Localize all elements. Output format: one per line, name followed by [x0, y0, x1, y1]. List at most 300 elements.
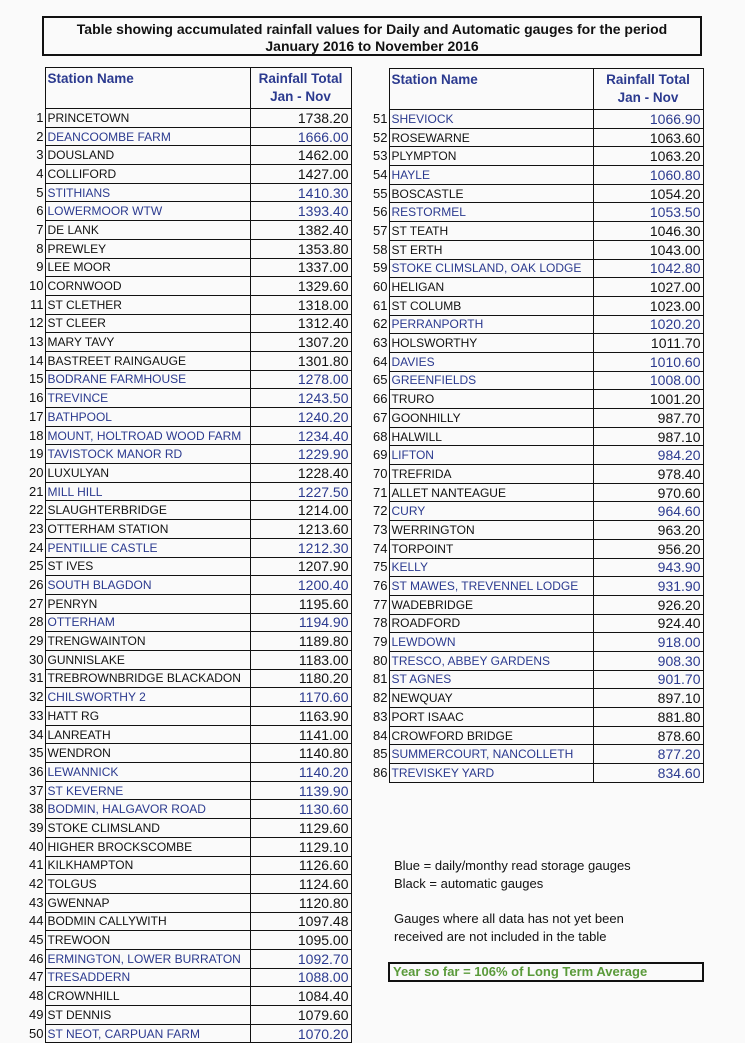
station-name: STITHIANS	[45, 183, 250, 202]
rainfall-value: 1194.90	[250, 613, 351, 632]
rainfall-value: 1227.50	[250, 482, 351, 501]
table-row	[364, 577, 703, 596]
table-row	[364, 483, 703, 502]
station-name: ERMINGTON, LOWER BURRATON	[45, 949, 250, 968]
row-number: 54	[373, 166, 388, 182]
rainfall-value: 1042.80	[593, 259, 703, 278]
row-number: 63	[373, 335, 388, 351]
station-name: ST COLUMB	[389, 296, 593, 315]
station-name: TREFRIDA	[389, 465, 593, 484]
row-number: 13	[29, 334, 44, 350]
station-name: HAYLE	[389, 166, 593, 185]
table-row	[18, 127, 351, 146]
row-number: 48	[29, 988, 44, 1004]
rainfall-value: 1229.90	[250, 445, 351, 464]
header-station-name: Station Name	[45, 68, 250, 109]
table-row	[18, 370, 351, 389]
station-name: ST NEOT, CARPUAN FARM	[45, 1024, 250, 1043]
station-name: LEE MOOR	[45, 258, 250, 277]
table-row	[18, 165, 351, 184]
row-number: 61	[373, 297, 388, 313]
rainfall-value: 1011.70	[593, 334, 703, 353]
table-row	[18, 800, 351, 819]
table-row	[18, 931, 351, 950]
row-number: 59	[373, 260, 388, 276]
table-row	[364, 465, 703, 484]
table-row	[18, 333, 351, 352]
station-name: STOKE CLIMSLAND, OAK LODGE	[389, 259, 593, 278]
table-row	[364, 147, 703, 166]
row-number: 58	[373, 241, 388, 257]
station-name: WADEBRIDGE	[389, 595, 593, 614]
rainfall-table-right	[364, 68, 704, 783]
rainfall-value: 984.20	[593, 446, 703, 465]
station-name: CHILSWORTHY 2	[45, 688, 250, 707]
station-name: WENDRON	[45, 744, 250, 763]
table-row	[18, 912, 351, 931]
table-row	[364, 352, 703, 371]
rainfall-value: 1053.50	[593, 203, 703, 222]
row-number: 70	[373, 465, 388, 481]
row-number: 36	[29, 763, 44, 779]
rainfall-value: 1120.80	[250, 893, 351, 912]
table-row	[18, 688, 351, 707]
rainfall-value: 1095.00	[250, 931, 351, 950]
rainfall-value: 1278.00	[250, 370, 351, 389]
table-row	[18, 239, 351, 258]
rainfall-value: 918.00	[593, 633, 703, 652]
station-name: BODMIN CALLYWITH	[45, 912, 250, 931]
table-row	[364, 614, 703, 633]
row-number: 68	[373, 428, 388, 444]
table-row	[18, 408, 351, 427]
rainfall-value: 931.90	[593, 577, 703, 596]
station-name: TRESADDERN	[45, 968, 250, 987]
station-name: HALWILL	[389, 427, 593, 446]
rainfall-value: 1046.30	[593, 222, 703, 241]
station-name: BOSCASTLE	[389, 184, 593, 203]
table-row	[18, 819, 351, 838]
rainfall-value: 1214.00	[250, 501, 351, 520]
row-number: 31	[29, 670, 44, 686]
rainfall-value: 987.70	[593, 409, 703, 428]
row-number: 16	[29, 390, 44, 406]
rainfall-value: 1124.60	[250, 875, 351, 894]
rainfall-value: 1337.00	[250, 258, 351, 277]
station-name: SLAUGHTERBRIDGE	[45, 501, 250, 520]
table-row	[364, 502, 703, 521]
rainfall-value: 1001.20	[593, 390, 703, 409]
table-row	[18, 875, 351, 894]
row-number: 51	[373, 110, 388, 126]
table-row	[364, 203, 703, 222]
rainfall-value: 1141.00	[250, 725, 351, 744]
table-row	[18, 576, 351, 595]
table-row	[18, 744, 351, 763]
row-number: 30	[29, 651, 44, 667]
row-number: 42	[29, 876, 44, 892]
row-number: 39	[29, 819, 44, 835]
station-name: HIGHER BROCKSCOMBE	[45, 837, 250, 856]
row-number: 69	[373, 447, 388, 463]
station-name: LEWANNICK	[45, 763, 250, 782]
row-number: 47	[29, 969, 44, 985]
legend-note-2: received are not included in the table	[394, 929, 607, 944]
station-name: OTTERHAM	[45, 613, 250, 632]
rainfall-value: 1060.80	[593, 166, 703, 185]
row-number: 56	[373, 204, 388, 220]
station-name: DE LANK	[45, 221, 250, 240]
station-name: RESTORMEL	[389, 203, 593, 222]
title-line-2: January 2016 to November 2016	[265, 38, 479, 54]
row-number: 52	[373, 129, 388, 145]
station-name: MOUNT, HOLTROAD WOOD FARM	[45, 426, 250, 445]
station-name: HOLSWORTHY	[389, 334, 593, 353]
table-row	[18, 183, 351, 202]
station-name: SHEVIOCK	[389, 110, 593, 129]
rainfall-value: 1427.00	[250, 165, 351, 184]
station-name: DOUSLAND	[45, 146, 250, 165]
rainfall-value: 1240.20	[250, 408, 351, 427]
rainfall-value: 964.60	[593, 502, 703, 521]
table-row	[18, 258, 351, 277]
station-name: LANREATH	[45, 725, 250, 744]
row-number: 6	[36, 203, 44, 219]
rainfall-value: 978.40	[593, 465, 703, 484]
row-number: 24	[29, 539, 44, 555]
station-name: PORT ISAAC	[389, 708, 593, 727]
station-name: LOWERMOOR WTW	[45, 202, 250, 221]
station-name: ST TEATH	[389, 222, 593, 241]
rainfall-value: 1243.50	[250, 389, 351, 408]
table-row	[364, 128, 703, 147]
header-rainfall-total	[250, 68, 351, 109]
table-row	[18, 725, 351, 744]
station-name: TAVISTOCK MANOR RD	[45, 445, 250, 464]
row-number: 11	[30, 296, 44, 312]
station-name: GREENFIELDS	[389, 371, 593, 390]
station-name: ST CLETHER	[45, 295, 250, 314]
rainfall-value: 1070.20	[250, 1024, 351, 1043]
row-number: 60	[373, 279, 388, 295]
rainfall-value: 987.10	[593, 427, 703, 446]
rainfall-value: 1126.60	[250, 856, 351, 875]
rainfall-value: 1008.00	[593, 371, 703, 390]
rainfall-value: 1329.60	[250, 277, 351, 296]
header-index	[18, 68, 45, 109]
rainfall-value: 1010.60	[593, 352, 703, 371]
row-number: 37	[29, 782, 44, 798]
table-row	[18, 893, 351, 912]
rainfall-value: 1462.00	[250, 146, 351, 165]
station-name: PENTILLIE CASTLE	[45, 538, 250, 557]
row-number: 44	[29, 913, 44, 929]
rainfall-value: 908.30	[593, 651, 703, 670]
header-index	[364, 69, 389, 110]
table-row	[18, 557, 351, 576]
table-row	[18, 650, 351, 669]
rainfall-value: 897.10	[593, 689, 703, 708]
rainfall-value: 1212.30	[250, 538, 351, 557]
station-name: DAVIES	[389, 352, 593, 371]
rainfall-value: 1079.60	[250, 1006, 351, 1025]
table-row	[364, 334, 703, 353]
station-name: ST IVES	[45, 557, 250, 576]
station-name: CROWFORD BRIDGE	[389, 726, 593, 745]
table-row	[364, 708, 703, 727]
station-name: TREWOON	[45, 931, 250, 950]
title-line-1: Table showing accumulated rainfall values for Daily and Automatic gauges for the period	[76, 21, 668, 37]
table-row	[18, 426, 351, 445]
row-number: 22	[29, 502, 44, 518]
rainfall-value: 1738.20	[250, 109, 351, 128]
row-number: 8	[36, 240, 44, 256]
rainfall-table-left	[18, 67, 352, 1043]
station-name: ST MAWES, TREVENNEL LODGE	[389, 577, 593, 596]
row-number: 46	[29, 950, 44, 966]
rainfall-value: 1130.60	[250, 800, 351, 819]
table-row	[18, 707, 351, 726]
row-number: 77	[373, 596, 388, 612]
station-name: ST AGNES	[389, 670, 593, 689]
row-number: 66	[373, 391, 388, 407]
table-row	[364, 390, 703, 409]
station-name: HATT RG	[45, 707, 250, 726]
header-rainfall-total	[593, 69, 703, 110]
station-name: COLLIFORD	[45, 165, 250, 184]
row-number: 72	[373, 503, 388, 519]
row-number: 40	[29, 838, 44, 854]
rainfall-value: 970.60	[593, 483, 703, 502]
row-number: 25	[29, 558, 44, 574]
table-row	[364, 446, 703, 465]
row-number: 27	[29, 595, 44, 611]
row-number: 65	[373, 372, 388, 388]
table-row	[364, 296, 703, 315]
row-number: 23	[29, 520, 44, 536]
station-name: WERRINGTON	[389, 521, 593, 540]
row-number: 82	[373, 690, 388, 706]
table-row	[18, 594, 351, 613]
station-name: ST KEVERNE	[45, 781, 250, 800]
row-number: 74	[373, 540, 388, 556]
rainfall-value: 1307.20	[250, 333, 351, 352]
rainfall-value: 1063.60	[593, 128, 703, 147]
station-name: ROSEWARNE	[389, 128, 593, 147]
station-name: TREVISKEY YARD	[389, 764, 593, 783]
rainfall-value: 1410.30	[250, 183, 351, 202]
rainfall-value: 1183.00	[250, 650, 351, 669]
table-row	[364, 726, 703, 745]
station-name: BATHPOOL	[45, 408, 250, 427]
row-number: 28	[29, 614, 44, 630]
rainfall-value: 1195.60	[250, 594, 351, 613]
row-number: 83	[373, 708, 388, 724]
table-row	[18, 987, 351, 1006]
table-row	[364, 539, 703, 558]
row-number: 85	[373, 746, 388, 762]
row-number: 81	[373, 671, 388, 687]
table-row	[18, 949, 351, 968]
table-row	[18, 856, 351, 875]
row-number: 20	[29, 464, 44, 480]
header-rainfall-line2: Jan - Nov	[617, 90, 679, 105]
rainfall-value: 1318.00	[250, 295, 351, 314]
row-number: 10	[29, 278, 44, 294]
station-name: PERRANPORTH	[389, 315, 593, 334]
table-row	[18, 389, 351, 408]
year-so-far-box: Year so far = 106% of Long Term Average	[388, 962, 704, 982]
table-row	[18, 277, 351, 296]
table-row	[364, 409, 703, 428]
row-number: 29	[29, 633, 44, 649]
row-number: 19	[29, 446, 44, 462]
rainfall-value: 963.20	[593, 521, 703, 540]
rainfall-value: 881.80	[593, 708, 703, 727]
station-name: ST DENNIS	[45, 1006, 250, 1025]
rainfall-value: 1207.90	[250, 557, 351, 576]
legend-blue: Blue = daily/monthy read storage gauges	[394, 858, 631, 873]
row-number: 53	[373, 148, 388, 164]
station-name: OTTERHAM STATION	[45, 520, 250, 539]
rainfall-value: 1163.90	[250, 707, 351, 726]
station-name: CORNWOOD	[45, 277, 250, 296]
station-name: ALLET NANTEAGUE	[389, 483, 593, 502]
row-number: 50	[29, 1025, 44, 1041]
station-name: PRINCETOWN	[45, 109, 250, 128]
station-name: PLYMPTON	[389, 147, 593, 166]
rainfall-value: 1088.00	[250, 968, 351, 987]
rainfall-value: 1170.60	[250, 688, 351, 707]
left-table-body	[18, 109, 351, 1043]
table-row	[364, 259, 703, 278]
table-row	[18, 501, 351, 520]
rainfall-value: 1393.40	[250, 202, 351, 221]
table-row	[18, 613, 351, 632]
row-number: 79	[373, 634, 388, 650]
table-row	[18, 482, 351, 501]
table-row	[364, 651, 703, 670]
station-name: CURY	[389, 502, 593, 521]
row-number: 18	[29, 427, 44, 443]
table-row	[18, 314, 351, 333]
header-rainfall-line1: Rainfall Total	[258, 71, 343, 86]
row-number: 38	[29, 801, 44, 817]
station-name: HELIGAN	[389, 278, 593, 297]
station-name: LIFTON	[389, 446, 593, 465]
table-header	[18, 68, 351, 109]
table-row	[364, 745, 703, 764]
table-row	[18, 1006, 351, 1025]
row-number: 3	[36, 147, 44, 163]
table-row	[18, 109, 351, 128]
row-number: 34	[29, 726, 44, 742]
row-number: 62	[373, 316, 388, 332]
rainfall-value: 1189.80	[250, 632, 351, 651]
table-row	[18, 351, 351, 370]
header-rainfall-line2: Jan - Nov	[270, 89, 331, 104]
table-row	[364, 110, 703, 129]
table-row	[364, 278, 703, 297]
row-number: 21	[29, 483, 44, 499]
row-number: 17	[29, 408, 44, 424]
row-number: 41	[29, 857, 44, 873]
rainfall-value: 834.60	[593, 764, 703, 783]
rainfall-value: 1234.40	[250, 426, 351, 445]
rainfall-value: 901.70	[593, 670, 703, 689]
legend-note-1: Gauges where all data has not yet been	[394, 911, 624, 926]
table-row	[18, 295, 351, 314]
table-row	[364, 315, 703, 334]
row-number: 78	[373, 615, 388, 631]
row-number: 71	[373, 484, 388, 500]
station-name: TORPOINT	[389, 539, 593, 558]
table-row	[18, 221, 351, 240]
table-row	[18, 1024, 351, 1043]
station-name: NEWQUAY	[389, 689, 593, 708]
station-name: LEWDOWN	[389, 633, 593, 652]
station-name: TRESCO, ABBEY GARDENS	[389, 651, 593, 670]
table-row	[18, 146, 351, 165]
rainfall-value: 926.20	[593, 595, 703, 614]
station-name: TRURO	[389, 390, 593, 409]
table-row	[364, 633, 703, 652]
table-header	[364, 69, 703, 110]
station-name: LUXULYAN	[45, 464, 250, 483]
table-row	[18, 520, 351, 539]
rainfall-value: 943.90	[593, 558, 703, 577]
rainfall-value: 878.60	[593, 726, 703, 745]
table-row	[18, 781, 351, 800]
table-row	[18, 763, 351, 782]
table-row	[364, 670, 703, 689]
table-title	[42, 16, 702, 56]
table-row	[18, 968, 351, 987]
row-number: 57	[373, 222, 388, 238]
rainfall-value: 877.20	[593, 745, 703, 764]
rainfall-value: 1140.80	[250, 744, 351, 763]
station-name: GOONHILLY	[389, 409, 593, 428]
rainfall-value: 1140.20	[250, 763, 351, 782]
table-row	[364, 222, 703, 241]
rainfall-value: 1097.48	[250, 912, 351, 931]
station-name: GWENNAP	[45, 893, 250, 912]
row-number: 67	[373, 409, 388, 425]
row-number: 43	[29, 894, 44, 910]
table-row	[364, 240, 703, 259]
row-number: 9	[36, 259, 44, 275]
row-number: 64	[373, 353, 388, 369]
table-row	[364, 764, 703, 783]
row-number: 55	[373, 185, 388, 201]
row-number: 75	[373, 559, 388, 575]
row-number: 2	[36, 128, 44, 144]
row-number: 35	[29, 745, 44, 761]
row-number: 14	[29, 352, 44, 368]
row-number: 4	[36, 165, 44, 181]
station-name: BODRANE FARMHOUSE	[45, 370, 250, 389]
station-name: TREVINCE	[45, 389, 250, 408]
rainfall-value: 1020.20	[593, 315, 703, 334]
header-rainfall-line1: Rainfall Total	[606, 72, 690, 87]
row-number: 73	[373, 521, 388, 537]
table-row	[364, 371, 703, 390]
rainfall-value: 1180.20	[250, 669, 351, 688]
station-name: MARY TAVY	[45, 333, 250, 352]
rainfall-value: 1228.40	[250, 464, 351, 483]
right-table-body	[364, 110, 703, 783]
rainfall-value: 1054.20	[593, 184, 703, 203]
